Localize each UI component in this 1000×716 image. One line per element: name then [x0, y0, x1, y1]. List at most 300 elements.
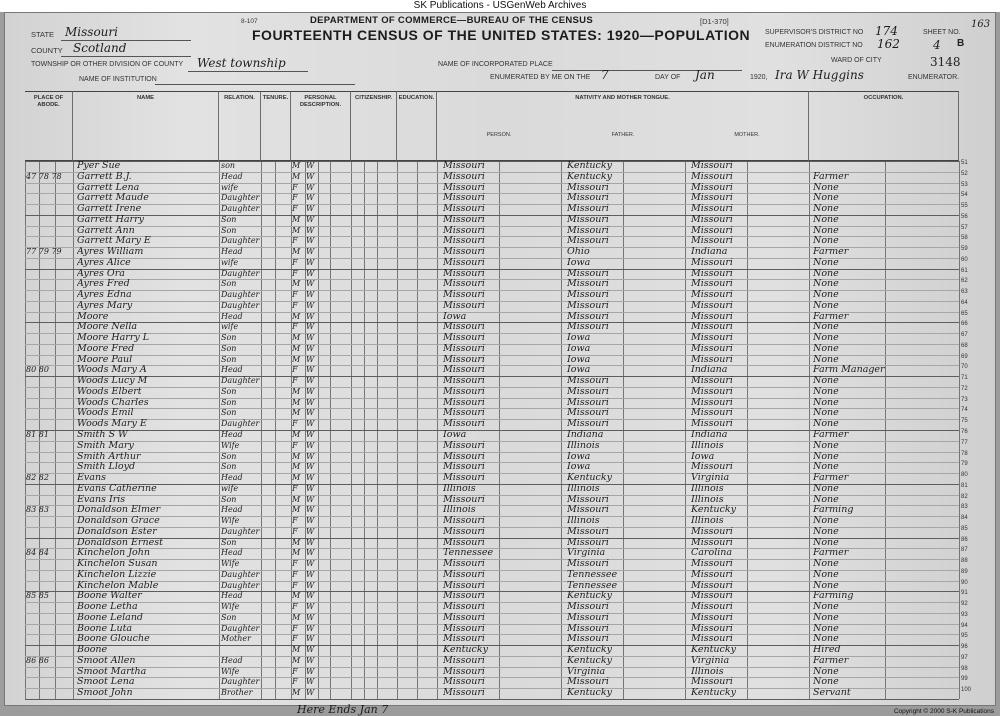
father-birthplace: Iowa: [567, 364, 591, 376]
sex: M: [292, 343, 301, 353]
archive-banner: SK Publications - USGenWeb Archives: [0, 0, 1000, 12]
father-birthplace: Kentucky: [567, 644, 612, 656]
sex: M: [292, 225, 301, 235]
dwelling-number: 83 83: [26, 505, 49, 515]
father-birthplace: Missouri: [567, 536, 609, 548]
county-label: COUNTY: [31, 46, 63, 55]
line-number: 61: [961, 267, 968, 274]
person-birthplace: Missouri: [443, 342, 485, 354]
mother-birthplace: Kentucky: [691, 504, 736, 516]
person-birthplace: Illinois: [443, 504, 476, 516]
race: W: [306, 580, 315, 590]
occupation: None: [813, 385, 839, 397]
person-birthplace: Missouri: [443, 601, 485, 613]
person-name: Smoot John: [77, 687, 133, 699]
mother-birthplace: Missouri: [691, 235, 733, 247]
person-birthplace: Missouri: [443, 375, 485, 387]
race: W: [306, 548, 315, 558]
sex: M: [292, 688, 301, 698]
relation: Son: [221, 451, 237, 461]
township-value: West township: [197, 56, 286, 70]
sex: F: [292, 559, 298, 569]
occupation: None: [813, 579, 839, 591]
relation: Head: [221, 548, 243, 558]
sex: F: [292, 569, 298, 579]
line-number: 93: [961, 611, 968, 618]
person-name: Evans Iris: [77, 493, 126, 505]
race: W: [306, 247, 315, 257]
occupation: None: [813, 181, 839, 193]
father-birthplace: Iowa: [567, 332, 591, 344]
col-occupation: OCCUPATION.: [809, 91, 959, 161]
race: W: [306, 268, 315, 278]
line-number: 82: [961, 493, 968, 500]
mother-birthplace: Missouri: [691, 407, 733, 419]
col-tenure: TENURE.: [261, 91, 291, 161]
line-number: 87: [961, 547, 968, 554]
dwelling-number: 77 79 79: [26, 247, 62, 257]
mother-birthplace: Missouri: [691, 170, 733, 182]
mother-birthplace: Illinois: [691, 493, 724, 505]
person-name: Smoot Lena: [77, 676, 135, 688]
relation: Daughter: [221, 419, 260, 429]
occupation: None: [813, 224, 839, 236]
person-name: Moore Nella: [77, 321, 138, 333]
census-title: FOURTEENTH CENSUS OF THE UNITED STATES: 1920—POPULATION: [252, 27, 751, 43]
race: W: [306, 526, 315, 536]
father-birthplace: Missouri: [567, 525, 609, 537]
father-birthplace: Missouri: [567, 504, 609, 516]
person-name: Pyer Sue: [77, 160, 121, 171]
sex: F: [292, 634, 298, 644]
relation: wife: [221, 182, 239, 192]
mother-birthplace: Missouri: [691, 342, 733, 354]
race: W: [306, 516, 315, 526]
sex: F: [292, 526, 298, 536]
person-birthplace: Kentucky: [443, 644, 488, 656]
mother-birthplace: Missouri: [691, 568, 733, 580]
mother-birthplace: Carolina: [691, 547, 733, 559]
person-birthplace: Missouri: [443, 289, 485, 301]
person-birthplace: Missouri: [443, 622, 485, 634]
person-birthplace: Missouri: [443, 170, 485, 182]
mother-birthplace: Missouri: [691, 633, 733, 645]
person-name: Garrett Mary E: [77, 235, 151, 247]
line-number: 63: [961, 289, 968, 296]
race: W: [306, 419, 315, 429]
person-name: Garrett Maude: [77, 192, 149, 204]
father-birthplace: Missouri: [567, 181, 609, 193]
person-birthplace: Missouri: [443, 299, 485, 311]
person-name: Moore Fred: [77, 342, 135, 354]
enumeration-day: 7: [601, 68, 609, 82]
ward-label: WARD OF CITY: [831, 57, 882, 64]
occupation: None: [813, 353, 839, 365]
occupation: Servant: [813, 687, 851, 699]
line-number: 86: [961, 536, 968, 543]
person-birthplace: Missouri: [443, 461, 485, 473]
sex: F: [292, 365, 298, 375]
person-name: Donaldson Ernest: [77, 536, 163, 548]
relation: Daughter: [221, 526, 260, 536]
occupation: None: [813, 375, 839, 387]
father-birthplace: Tennessee: [567, 568, 618, 580]
relation: Mother: [221, 634, 251, 644]
sheet-label: SHEET NO.: [923, 29, 961, 36]
line-number: 62: [961, 278, 968, 285]
person-birthplace: Missouri: [443, 536, 485, 548]
sex: M: [292, 655, 301, 665]
mother-birthplace: Missouri: [691, 611, 733, 623]
relation: Son: [221, 333, 237, 343]
relation: Son: [221, 537, 237, 547]
race: W: [306, 430, 315, 439]
relation: Brother: [221, 688, 253, 698]
line-number: 88: [961, 558, 968, 565]
person-name: Woods Charles: [77, 396, 149, 408]
person-name: Evans: [77, 472, 106, 484]
race: W: [306, 300, 315, 310]
race: W: [306, 161, 315, 170]
relation: Wife: [221, 516, 240, 526]
occupation: Farmer: [813, 429, 849, 440]
line-number: 97: [961, 654, 968, 661]
mother-birthplace: Missouri: [691, 536, 733, 548]
person-name: Smith Arthur: [77, 450, 141, 462]
father-birthplace: Kentucky: [567, 160, 612, 171]
father-birthplace: Missouri: [567, 299, 609, 311]
father-birthplace: Kentucky: [567, 654, 612, 666]
relation: Daughter: [221, 580, 260, 590]
dwelling-number: 84 84: [26, 548, 49, 558]
relation: Daughter: [221, 677, 260, 687]
person-birthplace: Missouri: [443, 558, 485, 570]
line-number: 96: [961, 644, 968, 651]
occupation: Farmer: [813, 310, 849, 322]
relation: Head: [221, 591, 243, 601]
race: W: [306, 171, 315, 181]
person-birthplace: Missouri: [443, 439, 485, 451]
enum-district-label: ENUMERATION DISTRICT NO: [765, 42, 863, 49]
relation: wife: [221, 483, 239, 493]
occupation: None: [813, 396, 839, 408]
occupation: None: [813, 203, 839, 215]
relation: Son: [221, 279, 237, 289]
dwelling-number: 82 82: [26, 473, 49, 483]
person-birthplace: Missouri: [443, 687, 485, 699]
grid-hline: [25, 699, 959, 700]
line-number: 54: [961, 192, 968, 199]
person-birthplace: Missouri: [443, 515, 485, 527]
person-name: Ayres Mary: [77, 299, 133, 311]
relation: Head: [221, 311, 243, 321]
sex: M: [292, 386, 301, 396]
person-birthplace: Missouri: [443, 321, 485, 333]
mother-birthplace: Missouri: [691, 353, 733, 365]
person-birthplace: Missouri: [443, 235, 485, 247]
father-birthplace: Missouri: [567, 267, 609, 279]
sex: F: [292, 257, 298, 267]
person-birthplace: Missouri: [443, 633, 485, 645]
occupation: None: [813, 299, 839, 311]
occupation: None: [813, 568, 839, 580]
person-birthplace: Missouri: [443, 472, 485, 484]
dwelling-number: 47 78 78: [26, 171, 62, 181]
mother-birthplace: Missouri: [691, 299, 733, 311]
person-name: Garrett Ann: [77, 224, 135, 236]
race: W: [306, 612, 315, 622]
mother-birthplace: Missouri: [691, 590, 733, 602]
father-birthplace: Missouri: [567, 407, 609, 419]
occupation: None: [813, 289, 839, 301]
occupation: None: [813, 676, 839, 688]
sex: M: [292, 462, 301, 472]
occupation: None: [813, 633, 839, 645]
occupation: None: [813, 622, 839, 634]
relation: Head: [221, 430, 243, 439]
race: W: [306, 214, 315, 224]
occupation: None: [813, 235, 839, 247]
line-number: 90: [961, 579, 968, 586]
line-number: 58: [961, 235, 968, 242]
col-nativity: NATIVITY AND MOTHER TONGUE. PERSON. FATHER. MOTHER.: [437, 91, 809, 161]
mother-birthplace: Missouri: [691, 321, 733, 333]
race: W: [306, 462, 315, 472]
occupation: Farm Manager: [813, 364, 885, 376]
incorporated-label: NAME OF INCORPORATED PLACE: [438, 61, 553, 68]
occupation: None: [813, 278, 839, 290]
person-name: Moore Harry L: [77, 332, 150, 344]
dwelling-number: 80 80: [26, 365, 49, 375]
mother-birthplace: Indiana: [691, 246, 728, 258]
father-birthplace: Missouri: [567, 558, 609, 570]
sex: F: [292, 677, 298, 687]
person-name: Woods Elbert: [77, 385, 142, 397]
mother-birthplace: Missouri: [691, 385, 733, 397]
father-birthplace: Missouri: [567, 278, 609, 290]
county-value: Scotland: [73, 41, 127, 55]
person-birthplace: Missouri: [443, 418, 485, 430]
occupation: None: [813, 256, 839, 268]
person-birthplace: Missouri: [443, 364, 485, 376]
col-personal: PERSONAL DESCRIPTION.: [291, 91, 351, 161]
person-birthplace: Tennessee: [443, 547, 494, 559]
line-number: 100: [961, 687, 972, 694]
line-number: 91: [961, 590, 968, 597]
mother-birthplace: Missouri: [691, 192, 733, 204]
race: W: [306, 688, 315, 698]
relation: wife: [221, 322, 239, 332]
sex: M: [292, 311, 301, 321]
sex: M: [292, 537, 301, 547]
sex: M: [292, 354, 301, 364]
institution-label: NAME OF INSTITUTION: [79, 76, 157, 83]
mother-birthplace: Illinois: [691, 482, 724, 494]
line-number: 84: [961, 515, 968, 522]
stamp-number: 3148: [930, 55, 961, 69]
relation: Son: [221, 494, 237, 504]
relation: Wife: [221, 666, 240, 676]
sex: F: [292, 236, 298, 246]
race: W: [306, 333, 315, 343]
line-number: 89: [961, 568, 968, 575]
mother-birthplace: Missouri: [691, 267, 733, 279]
person-name: Boone Leland: [77, 611, 144, 623]
occupation: Hired: [813, 644, 841, 656]
line-number: 76: [961, 429, 968, 435]
race: W: [306, 623, 315, 633]
mother-birthplace: Missouri: [691, 558, 733, 570]
race: W: [306, 365, 315, 375]
sheet-side: B: [957, 38, 965, 49]
person-name: Woods Emil: [77, 407, 134, 419]
race: W: [306, 182, 315, 192]
township-label: TOWNSHIP OR OTHER DIVISION OF COUNTY: [31, 61, 184, 68]
line-number: 51: [961, 160, 968, 166]
occupation: None: [813, 342, 839, 354]
person-birthplace: Missouri: [443, 493, 485, 505]
mother-birthplace: Missouri: [691, 181, 733, 193]
person-name: Donaldson Grace: [77, 515, 160, 527]
person-name: Smith Lloyd: [77, 461, 136, 473]
sex: M: [292, 591, 301, 601]
occupation: None: [813, 601, 839, 613]
enumerator-name: Ira W Huggins: [775, 68, 864, 82]
person-birthplace: Missouri: [443, 224, 485, 236]
mother-birthplace: Missouri: [691, 213, 733, 225]
occupation: None: [813, 450, 839, 462]
person-name: Donaldson Ester: [77, 525, 157, 537]
enumerator-label: ENUMERATOR.: [908, 74, 960, 81]
sex: F: [292, 204, 298, 214]
person-name: Kinchelon Lizzie: [77, 568, 157, 580]
occupation: None: [813, 407, 839, 419]
person-name: Ayres Fred: [77, 278, 130, 290]
sheet-value: 4: [933, 38, 941, 52]
race: W: [306, 236, 315, 246]
race: W: [306, 473, 315, 483]
race: W: [306, 655, 315, 665]
occupation: Farmer: [813, 654, 849, 666]
enumerated-label: ENUMERATED BY ME ON THE: [490, 74, 591, 81]
relation: Daughter: [221, 569, 260, 579]
occupation: None: [813, 192, 839, 204]
race: W: [306, 602, 315, 612]
race: W: [306, 408, 315, 418]
relation: Head: [221, 473, 243, 483]
race: W: [306, 569, 315, 579]
person-birthplace: Missouri: [443, 665, 485, 677]
line-number: 71: [961, 375, 968, 382]
race: W: [306, 397, 315, 407]
person-name: Boone Luta: [77, 622, 133, 634]
person-name: Kinchelon Susan: [77, 558, 158, 570]
line-number: 95: [961, 633, 968, 640]
father-birthplace: Missouri: [567, 213, 609, 225]
relation: Son: [221, 354, 237, 364]
father-birthplace: Illinois: [567, 439, 600, 451]
person-name: Garrett Lena: [77, 181, 140, 193]
occupation: None: [813, 439, 839, 451]
father-birthplace: Virginia: [567, 547, 606, 559]
father-birthplace: Kentucky: [567, 170, 612, 182]
father-birthplace: Missouri: [567, 611, 609, 623]
form-code: [D1-370]: [700, 17, 729, 26]
race: W: [306, 386, 315, 396]
father-birthplace: Missouri: [567, 385, 609, 397]
relation: Son: [221, 408, 237, 418]
occupation: None: [813, 611, 839, 623]
relation: Daughter: [221, 376, 260, 386]
relation: Son: [221, 343, 237, 353]
mother-birthplace: Missouri: [691, 289, 733, 301]
father-birthplace: Missouri: [567, 289, 609, 301]
person-birthplace: Missouri: [443, 525, 485, 537]
supervisor-value: 174: [875, 24, 898, 38]
mother-birthplace: Missouri: [691, 676, 733, 688]
race: W: [306, 204, 315, 214]
sex: F: [292, 193, 298, 203]
sex: F: [292, 182, 298, 192]
person-birthplace: Missouri: [443, 192, 485, 204]
person-name: Woods Mary A: [77, 364, 147, 376]
supervisor-label: SUPERVISOR'S DISTRICT NO: [765, 29, 864, 36]
copyright: Copyright © 2000 S-K Publications: [893, 708, 994, 715]
sex: M: [292, 645, 301, 655]
sex: M: [292, 430, 301, 439]
race: W: [306, 225, 315, 235]
mother-birthplace: Missouri: [691, 310, 733, 322]
sex: M: [292, 451, 301, 461]
father-birthplace: Kentucky: [567, 472, 612, 484]
father-birthplace: Missouri: [567, 192, 609, 204]
relation: Son: [221, 462, 237, 472]
line-number: 57: [961, 224, 968, 231]
person-birthplace: Missouri: [443, 160, 485, 171]
race: W: [306, 440, 315, 450]
father-birthplace: Missouri: [567, 418, 609, 430]
line-number: 67: [961, 332, 968, 339]
race: W: [306, 343, 315, 353]
father-birthplace: Missouri: [567, 310, 609, 322]
relation: Wife: [221, 440, 240, 450]
occupation: Farmer: [813, 246, 849, 258]
sex: M: [292, 505, 301, 515]
sex: F: [292, 440, 298, 450]
col-education: EDUCATION.: [397, 91, 437, 161]
mother-birthplace: Missouri: [691, 418, 733, 430]
person-name: Woods Lucy M: [77, 375, 148, 387]
race: W: [306, 537, 315, 547]
person-name: Boone Letha: [77, 601, 138, 613]
line-number: 52: [961, 170, 968, 177]
sex: M: [292, 214, 301, 224]
occupation: None: [813, 332, 839, 344]
sex: F: [292, 580, 298, 590]
mother-birthplace: Missouri: [691, 256, 733, 268]
sex: F: [292, 268, 298, 278]
sex: F: [292, 300, 298, 310]
occupation: Farmer: [813, 472, 849, 484]
person-name: Ayres Edna: [77, 289, 132, 301]
mother-birthplace: Virginia: [691, 472, 730, 484]
father-birthplace: Missouri: [567, 321, 609, 333]
mother-birthplace: Illinois: [691, 515, 724, 527]
race: W: [306, 322, 315, 332]
line-number: 68: [961, 342, 968, 349]
sex: M: [292, 333, 301, 343]
relation: Head: [221, 171, 243, 181]
